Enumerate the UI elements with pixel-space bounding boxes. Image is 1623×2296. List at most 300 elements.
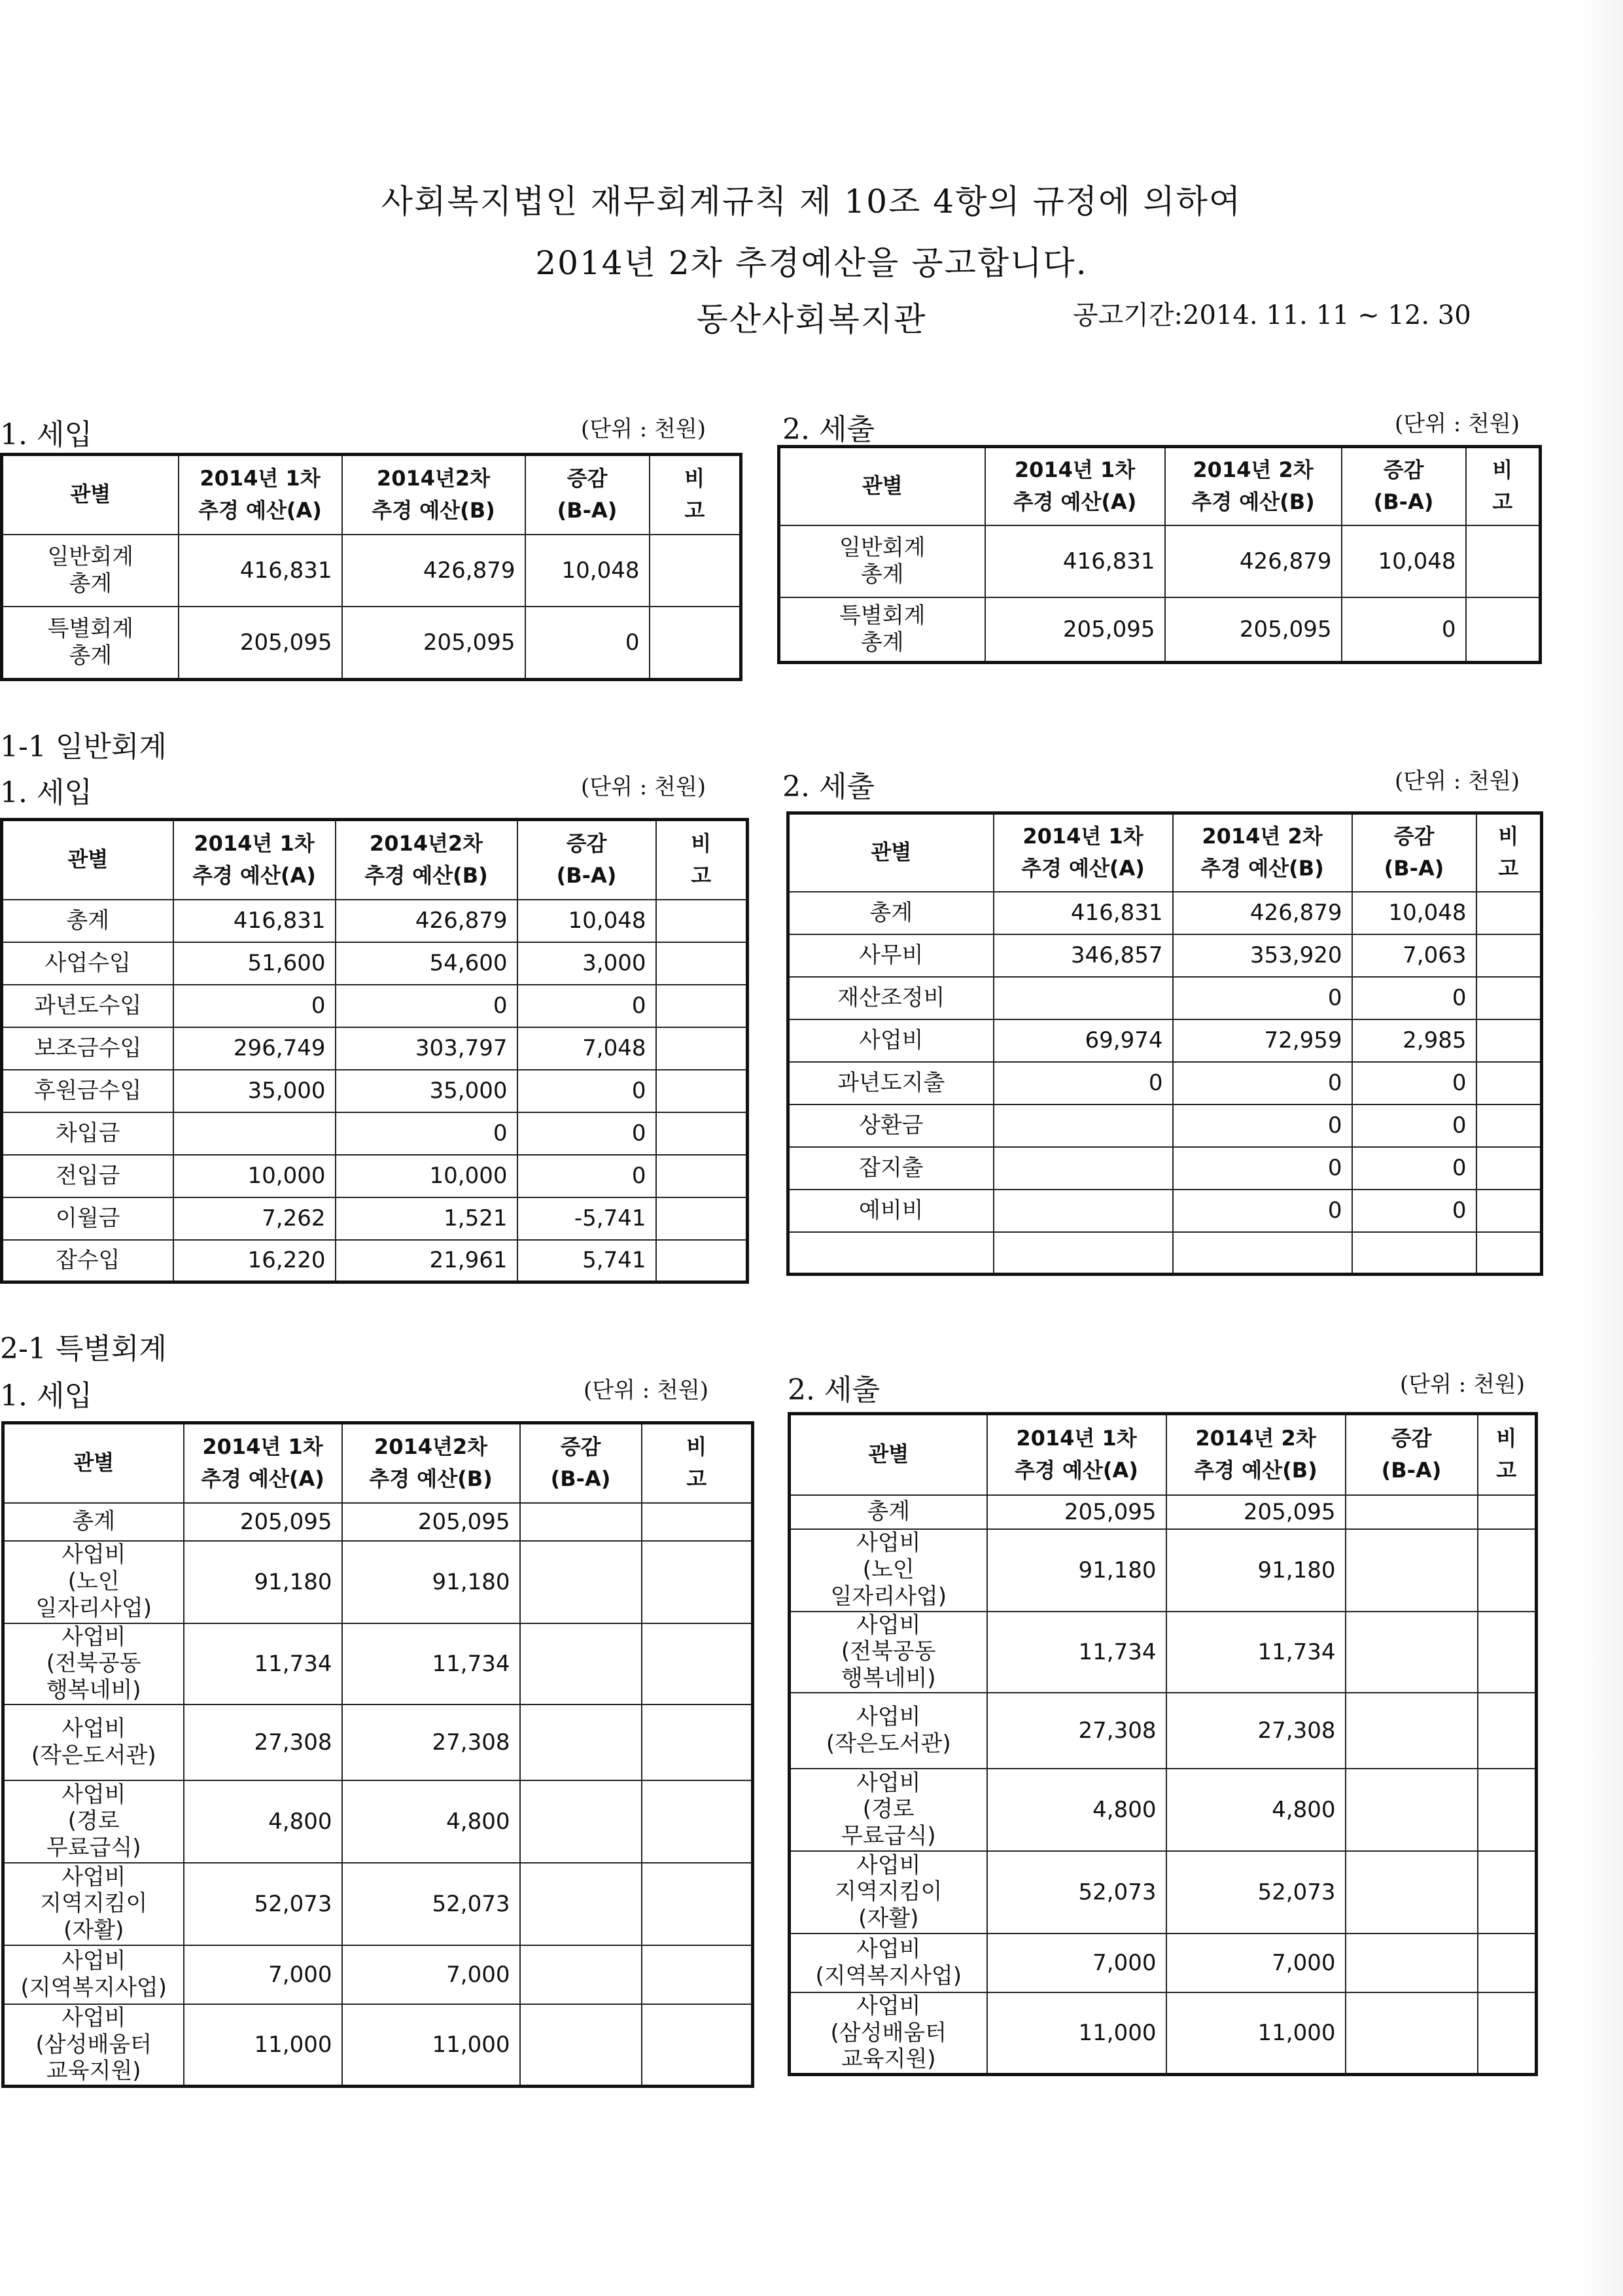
category-cell: 과년도지출 xyxy=(788,1062,994,1104)
category-cell: 일반회계 총계 xyxy=(779,525,985,597)
difference-cell xyxy=(1346,1769,1478,1851)
category-cell: 사업비 (경로 무료급식) xyxy=(790,1769,987,1851)
special-revenue-header-row xyxy=(3,1423,753,1503)
first-budget-cell xyxy=(994,1147,1173,1190)
difference-cell: 0 xyxy=(1352,1104,1476,1147)
note-cell xyxy=(656,1112,748,1155)
first-budget-cell: 416,831 xyxy=(179,535,342,607)
table-row xyxy=(788,1104,1542,1147)
category-cell: 후원금수입 xyxy=(2,1070,173,1112)
table-row xyxy=(779,597,1541,663)
table-row xyxy=(3,1780,753,1863)
table-row xyxy=(3,1541,753,1623)
second-budget-cell: 7,000 xyxy=(342,1945,520,2004)
second-budget-cell: 27,308 xyxy=(1166,1693,1346,1769)
category-cell: 사업비 지역지킴이 (자활) xyxy=(790,1851,987,1934)
table-row xyxy=(3,1623,753,1704)
summary-expense-table xyxy=(777,445,1542,664)
second-budget-cell: 353,920 xyxy=(1173,934,1352,977)
difference-cell: 0 xyxy=(1352,1147,1476,1190)
first-budget-header xyxy=(985,447,1165,525)
category-cell: 재산조정비 xyxy=(788,977,994,1019)
table-row xyxy=(790,1529,1537,1612)
note-cell xyxy=(1476,1062,1542,1104)
category-cell: 사업비 (노인 일자리사업) xyxy=(3,1541,184,1623)
second-budget-cell: 91,180 xyxy=(1166,1529,1346,1612)
general-expense-table xyxy=(786,811,1543,1276)
first-budget-header xyxy=(173,820,336,900)
note-header-line-2: 고 xyxy=(691,863,712,889)
second-budget-cell: 27,308 xyxy=(342,1704,520,1780)
second-budget-header-line-1: 2014년2차 xyxy=(374,1434,488,1459)
first-budget-header-line-2: 추경 예산(A) xyxy=(1021,856,1145,881)
first-budget-cell: 4,800 xyxy=(987,1769,1166,1851)
table-row xyxy=(790,1693,1537,1769)
table-row xyxy=(2,985,748,1027)
first-budget-cell: 10,000 xyxy=(173,1155,336,1197)
note-cell xyxy=(1476,1190,1542,1232)
note-cell xyxy=(642,1704,753,1780)
difference-cell xyxy=(1346,1934,1478,1992)
difference-cell: 0 xyxy=(517,985,656,1027)
table-row xyxy=(779,525,1541,597)
second-budget-header-line-2: 추경 예산(B) xyxy=(369,1466,493,1492)
note-header-line-2: 고 xyxy=(686,1466,707,1492)
first-budget-cell: 346,857 xyxy=(994,934,1173,977)
note-header xyxy=(1476,813,1542,892)
summary-expense-body xyxy=(779,525,1541,663)
difference-cell xyxy=(520,1704,642,1780)
difference-cell: 0 xyxy=(517,1070,656,1112)
table-row xyxy=(788,977,1542,1019)
second-budget-cell: 205,095 xyxy=(1166,1495,1346,1529)
first-budget-header-line-1: 2014년 1차 xyxy=(1016,1425,1137,1451)
note-header xyxy=(656,820,748,900)
note-cell xyxy=(1478,1495,1537,1529)
note-cell xyxy=(642,1541,753,1623)
table-row xyxy=(3,1704,753,1780)
difference-cell: 0 xyxy=(517,1155,656,1197)
table-row xyxy=(2,607,741,680)
notice-title-line-1: 사회복지법인 재무회계규칙 제 10조 4항의 규정에 의하여 xyxy=(381,183,1242,221)
difference-cell: 10,048 xyxy=(1352,892,1476,934)
first-budget-cell: 7,000 xyxy=(184,1945,342,2004)
first-budget-header-line-1: 2014년 1차 xyxy=(194,830,315,856)
note-cell xyxy=(1476,1104,1542,1147)
category-cell: 총계 xyxy=(790,1495,987,1529)
summary-revenue-header-row xyxy=(2,455,741,535)
second-budget-header xyxy=(1165,447,1342,525)
first-budget-cell: 11,734 xyxy=(184,1623,342,1704)
difference-cell: 0 xyxy=(525,607,650,680)
first-budget-cell: 416,831 xyxy=(985,525,1165,597)
special-expense-table xyxy=(788,1412,1538,2076)
table-row xyxy=(2,1155,748,1197)
second-budget-header-line-2: 추경 예산(B) xyxy=(364,863,488,889)
special-expense-unit: (단위 : 천원) xyxy=(1400,1371,1525,1398)
first-budget-cell: 416,831 xyxy=(173,900,336,942)
note-header-line-2: 고 xyxy=(1498,856,1519,881)
note-header-line-1: 비 xyxy=(691,830,712,856)
note-cell xyxy=(1476,934,1542,977)
second-budget-header-line-2: 추경 예산(B) xyxy=(1194,1458,1318,1483)
category-cell: 총계 xyxy=(3,1503,184,1541)
table-row xyxy=(788,1232,1542,1275)
difference-cell: 10,048 xyxy=(525,535,650,607)
general-revenue-body xyxy=(2,900,748,1282)
note-header-line-2: 고 xyxy=(1496,1458,1517,1483)
difference-header-line-2: (B-A) xyxy=(1381,1458,1442,1483)
second-budget-cell: 426,879 xyxy=(1173,892,1352,934)
category-cell: 차입금 xyxy=(2,1112,173,1155)
note-cell xyxy=(642,1503,753,1541)
second-budget-cell: 205,095 xyxy=(342,607,525,680)
first-budget-header-line-2: 추경 예산(A) xyxy=(201,1466,324,1492)
note-cell xyxy=(1478,1851,1537,1934)
category-cell: 전입금 xyxy=(2,1155,173,1197)
difference-cell xyxy=(520,1503,642,1541)
first-budget-cell: 27,308 xyxy=(184,1704,342,1780)
note-cell xyxy=(1478,1529,1537,1612)
general-expense-header xyxy=(788,813,1542,892)
difference-cell xyxy=(520,1623,642,1704)
general-expense-unit: (단위 : 천원) xyxy=(1395,768,1520,794)
special-expense-label: 2. 세출 xyxy=(788,1373,880,1407)
first-budget-cell: 52,073 xyxy=(184,1863,342,1945)
special-revenue-body xyxy=(3,1503,753,2087)
category-cell: 사업비 (작은도서관) xyxy=(790,1693,987,1769)
second-budget-cell: 11,000 xyxy=(342,2004,520,2087)
table-row xyxy=(790,1851,1537,1934)
difference-header-line-2: (B-A) xyxy=(557,498,618,523)
second-budget-cell: 72,959 xyxy=(1173,1019,1352,1062)
category-cell: 일반회계 총계 xyxy=(2,535,179,607)
note-cell xyxy=(1476,977,1542,1019)
second-budget-cell: 21,961 xyxy=(336,1240,517,1282)
first-budget-header-line-1: 2014년 1차 xyxy=(1022,823,1143,849)
special-expense-header-row xyxy=(790,1414,1537,1495)
note-header-line-1: 비 xyxy=(1496,1425,1517,1451)
note-cell xyxy=(656,1070,748,1112)
difference-cell: 0 xyxy=(1352,1062,1476,1104)
category-cell: 이월금 xyxy=(2,1197,173,1240)
difference-cell xyxy=(1346,1612,1478,1693)
second-budget-header-line-1: 2014년2차 xyxy=(376,465,491,491)
table-row xyxy=(2,900,748,942)
second-budget-cell xyxy=(1173,1232,1352,1275)
first-budget-header-line-2: 추경 예산(A) xyxy=(1013,489,1137,515)
first-budget-cell xyxy=(994,977,1173,1019)
difference-header-line-2: (B-A) xyxy=(1373,489,1434,515)
difference-cell: -5,741 xyxy=(517,1197,656,1240)
note-cell xyxy=(1476,1147,1542,1190)
summary-revenue-body xyxy=(2,535,741,680)
note-header xyxy=(1466,447,1541,525)
note-header-line-1: 비 xyxy=(1498,823,1519,849)
difference-cell xyxy=(520,1541,642,1623)
first-budget-cell: 35,000 xyxy=(173,1070,336,1112)
category-cell: 보조금수입 xyxy=(2,1027,173,1070)
second-budget-cell: 10,000 xyxy=(336,1155,517,1197)
first-budget-cell: 205,095 xyxy=(179,607,342,680)
table-row xyxy=(2,1112,748,1155)
second-budget-header-line-1: 2014년 2차 xyxy=(1195,1425,1316,1451)
table-row xyxy=(790,1495,1537,1529)
table-row xyxy=(2,535,741,607)
category-cell: 사업비 (작은도서관) xyxy=(3,1704,184,1780)
difference-header-line-1: 증감 xyxy=(560,1434,601,1459)
second-budget-cell: 7,000 xyxy=(1166,1934,1346,1992)
category-cell: 사업비 지역지킴이 (자활) xyxy=(3,1863,184,1945)
note-cell xyxy=(642,2004,753,2087)
first-budget-cell xyxy=(994,1232,1173,1275)
note-header-line-2: 고 xyxy=(1492,489,1513,515)
second-budget-cell: 205,095 xyxy=(1165,597,1342,663)
general-expense-body xyxy=(788,892,1542,1275)
category-cell: 예비비 xyxy=(788,1190,994,1232)
second-budget-cell: 426,879 xyxy=(1165,525,1342,597)
first-budget-cell xyxy=(173,1112,336,1155)
table-row xyxy=(788,892,1542,934)
second-budget-cell: 1,521 xyxy=(336,1197,517,1240)
summary-revenue-unit: (단위 : 천원) xyxy=(581,416,706,442)
note-header xyxy=(650,455,741,535)
table-row xyxy=(790,1992,1537,2075)
second-budget-header-line-2: 추경 예산(B) xyxy=(1191,489,1315,515)
table-row xyxy=(2,1027,748,1070)
second-budget-cell: 0 xyxy=(336,985,517,1027)
difference-header xyxy=(525,455,650,535)
first-budget-cell xyxy=(994,1190,1173,1232)
note-cell xyxy=(1476,1232,1542,1275)
category-cell xyxy=(788,1232,994,1275)
category-cell: 사업비 (지역복지사업) xyxy=(790,1934,987,1992)
note-cell xyxy=(1466,597,1541,663)
note-header xyxy=(1478,1414,1537,1495)
summary-expense-label: 2. 세출 xyxy=(782,413,875,446)
note-cell xyxy=(1466,525,1541,597)
second-budget-cell: 11,734 xyxy=(342,1623,520,1704)
second-budget-header-line-1: 2014년2차 xyxy=(369,830,483,856)
difference-header xyxy=(517,820,656,900)
note-cell xyxy=(1476,1019,1542,1062)
note-cell xyxy=(1478,1693,1537,1769)
difference-cell: 5,741 xyxy=(517,1240,656,1282)
note-cell xyxy=(656,942,748,985)
general-revenue-table xyxy=(0,818,749,1284)
difference-cell: 0 xyxy=(1342,597,1466,663)
summary-expense-header-row xyxy=(779,447,1541,525)
second-budget-header-line-2: 추경 예산(B) xyxy=(372,498,495,523)
second-budget-cell: 11,734 xyxy=(1166,1612,1346,1693)
difference-cell xyxy=(1346,1495,1478,1529)
second-budget-cell: 205,095 xyxy=(342,1503,520,1541)
first-budget-cell: 91,180 xyxy=(987,1529,1166,1612)
note-header-line-2: 고 xyxy=(684,498,705,523)
general-revenue-label: 1. 세입 xyxy=(0,776,92,809)
second-budget-cell: 0 xyxy=(336,1112,517,1155)
first-budget-cell: 11,000 xyxy=(987,1992,1166,2075)
second-budget-header xyxy=(1166,1414,1346,1495)
difference-cell: 3,000 xyxy=(517,942,656,985)
table-row xyxy=(2,1070,748,1112)
note-cell xyxy=(656,1197,748,1240)
difference-header-line-1: 증감 xyxy=(1391,1425,1432,1451)
first-budget-cell: 11,000 xyxy=(184,2004,342,2087)
first-budget-cell: 91,180 xyxy=(184,1541,342,1623)
category-cell: 사업비 (전북공동 행복네비) xyxy=(790,1612,987,1693)
note-cell xyxy=(1476,892,1542,934)
note-cell xyxy=(642,1945,753,2004)
first-budget-cell xyxy=(994,1104,1173,1147)
second-budget-cell: 91,180 xyxy=(342,1541,520,1623)
second-budget-cell: 54,600 xyxy=(336,942,517,985)
note-cell xyxy=(642,1780,753,1863)
category-cell: 사무비 xyxy=(788,934,994,977)
first-budget-cell: 0 xyxy=(994,1062,1173,1104)
second-budget-header-line-1: 2014년 2차 xyxy=(1193,457,1314,482)
category-header: 관별 xyxy=(790,1414,987,1495)
first-budget-header-line-1: 2014년 1차 xyxy=(202,1434,323,1459)
category-cell: 사업수입 xyxy=(2,942,173,985)
first-budget-cell: 416,831 xyxy=(994,892,1173,934)
note-cell xyxy=(642,1623,753,1704)
category-cell: 특별회계 총계 xyxy=(2,607,179,680)
note-header-line-1: 비 xyxy=(684,465,705,491)
category-cell: 잡지출 xyxy=(788,1147,994,1190)
second-budget-cell: 11,000 xyxy=(1166,1992,1346,2075)
difference-cell: 0 xyxy=(1352,1190,1476,1232)
first-budget-cell: 7,262 xyxy=(173,1197,336,1240)
second-budget-cell: 4,800 xyxy=(1166,1769,1346,1851)
table-row xyxy=(788,1147,1542,1190)
table-row xyxy=(788,934,1542,977)
first-budget-cell: 27,308 xyxy=(987,1693,1166,1769)
category-cell: 총계 xyxy=(788,892,994,934)
difference-cell xyxy=(520,1780,642,1863)
summary-revenue-label: 1. 세입 xyxy=(0,418,92,451)
second-budget-cell: 0 xyxy=(1173,977,1352,1019)
category-cell: 사업비 xyxy=(788,1019,994,1062)
second-budget-cell: 303,797 xyxy=(336,1027,517,1070)
category-cell: 사업비 (경로 무료급식) xyxy=(3,1780,184,1863)
table-row xyxy=(788,1190,1542,1232)
second-budget-cell: 0 xyxy=(1173,1190,1352,1232)
note-cell xyxy=(656,1240,748,1282)
general-account-heading: 1-1 일반회계 xyxy=(0,730,167,764)
note-cell xyxy=(650,535,741,607)
table-row xyxy=(790,1934,1537,1992)
note-cell xyxy=(656,1155,748,1197)
category-header: 관별 xyxy=(3,1423,184,1503)
general-expense-header-row xyxy=(788,813,1542,892)
second-budget-cell: 52,073 xyxy=(1166,1851,1346,1934)
institution-name: 동산사회복지관 xyxy=(696,300,927,338)
second-budget-cell: 426,879 xyxy=(342,535,525,607)
first-budget-header-line-2: 추경 예산(A) xyxy=(198,498,322,523)
difference-cell: 7,048 xyxy=(517,1027,656,1070)
first-budget-header xyxy=(994,813,1173,892)
first-budget-header xyxy=(184,1423,342,1503)
second-budget-cell: 0 xyxy=(1173,1104,1352,1147)
category-header: 관별 xyxy=(2,820,173,900)
first-budget-cell: 52,073 xyxy=(987,1851,1166,1934)
general-revenue-header-row xyxy=(2,820,748,900)
first-budget-cell: 16,220 xyxy=(173,1240,336,1282)
general-revenue-unit: (단위 : 천원) xyxy=(581,774,706,800)
note-cell xyxy=(1478,1934,1537,1992)
difference-cell xyxy=(520,1863,642,1945)
table-row xyxy=(2,1240,748,1282)
first-budget-cell: 69,974 xyxy=(994,1019,1173,1062)
table-row xyxy=(3,1945,753,2004)
first-budget-header xyxy=(179,455,342,535)
summary-expense-unit: (단위 : 천원) xyxy=(1395,411,1520,437)
table-row xyxy=(790,1769,1537,1851)
difference-header xyxy=(1342,447,1466,525)
category-header: 관별 xyxy=(779,447,985,525)
note-cell xyxy=(642,1863,753,1945)
second-budget-header xyxy=(336,820,517,900)
category-cell: 잡수입 xyxy=(2,1240,173,1282)
notice-title-line-2: 2014년 2차 추경예산을 공고합니다. xyxy=(535,244,1088,282)
second-budget-cell: 4,800 xyxy=(342,1780,520,1863)
difference-header-line-1: 증감 xyxy=(1393,823,1435,849)
second-budget-cell: 426,879 xyxy=(336,900,517,942)
difference-cell xyxy=(1346,1992,1478,2075)
first-budget-cell: 205,095 xyxy=(184,1503,342,1541)
difference-cell: 0 xyxy=(1352,977,1476,1019)
difference-cell xyxy=(1346,1529,1478,1612)
note-header-line-1: 비 xyxy=(1492,457,1513,482)
difference-cell xyxy=(1352,1232,1476,1275)
category-cell: 특별회계 총계 xyxy=(779,597,985,663)
summary-revenue-header xyxy=(2,455,741,535)
note-cell xyxy=(656,1027,748,1070)
second-budget-header xyxy=(342,455,525,535)
difference-cell xyxy=(1346,1851,1478,1934)
difference-header-line-1: 증감 xyxy=(1383,457,1424,482)
special-expense-header xyxy=(790,1414,1537,1495)
summary-expense-header xyxy=(779,447,1541,525)
first-budget-cell: 205,095 xyxy=(987,1495,1166,1529)
difference-header xyxy=(520,1423,642,1503)
table-row xyxy=(3,1863,753,1945)
note-header-line-1: 비 xyxy=(686,1434,707,1459)
difference-header-line-2: (B-A) xyxy=(1384,856,1444,881)
first-budget-cell: 0 xyxy=(173,985,336,1027)
note-cell xyxy=(656,900,748,942)
category-cell: 과년도수입 xyxy=(2,985,173,1027)
category-cell: 총계 xyxy=(2,900,173,942)
table-row xyxy=(2,942,748,985)
difference-header-line-2: (B-A) xyxy=(556,863,617,889)
general-revenue-header xyxy=(2,820,748,900)
difference-header-line-1: 증감 xyxy=(566,830,607,856)
note-cell xyxy=(1478,1769,1537,1851)
scan-edge xyxy=(1577,0,1623,2296)
category-cell: 사업비 (노인 일자리사업) xyxy=(790,1529,987,1612)
notice-period: 공고기간:2014. 11. 11 ~ 12. 30 xyxy=(1073,300,1471,330)
second-budget-cell: 0 xyxy=(1173,1147,1352,1190)
special-account-heading: 2-1 특별회계 xyxy=(0,1332,167,1366)
category-header: 관별 xyxy=(2,455,179,535)
note-cell xyxy=(650,607,741,680)
summary-revenue-table xyxy=(0,453,742,681)
first-budget-header-line-2: 추경 예산(A) xyxy=(192,863,316,889)
general-expense-label: 2. 세출 xyxy=(782,770,875,804)
second-budget-header-line-1: 2014년 2차 xyxy=(1202,823,1323,849)
